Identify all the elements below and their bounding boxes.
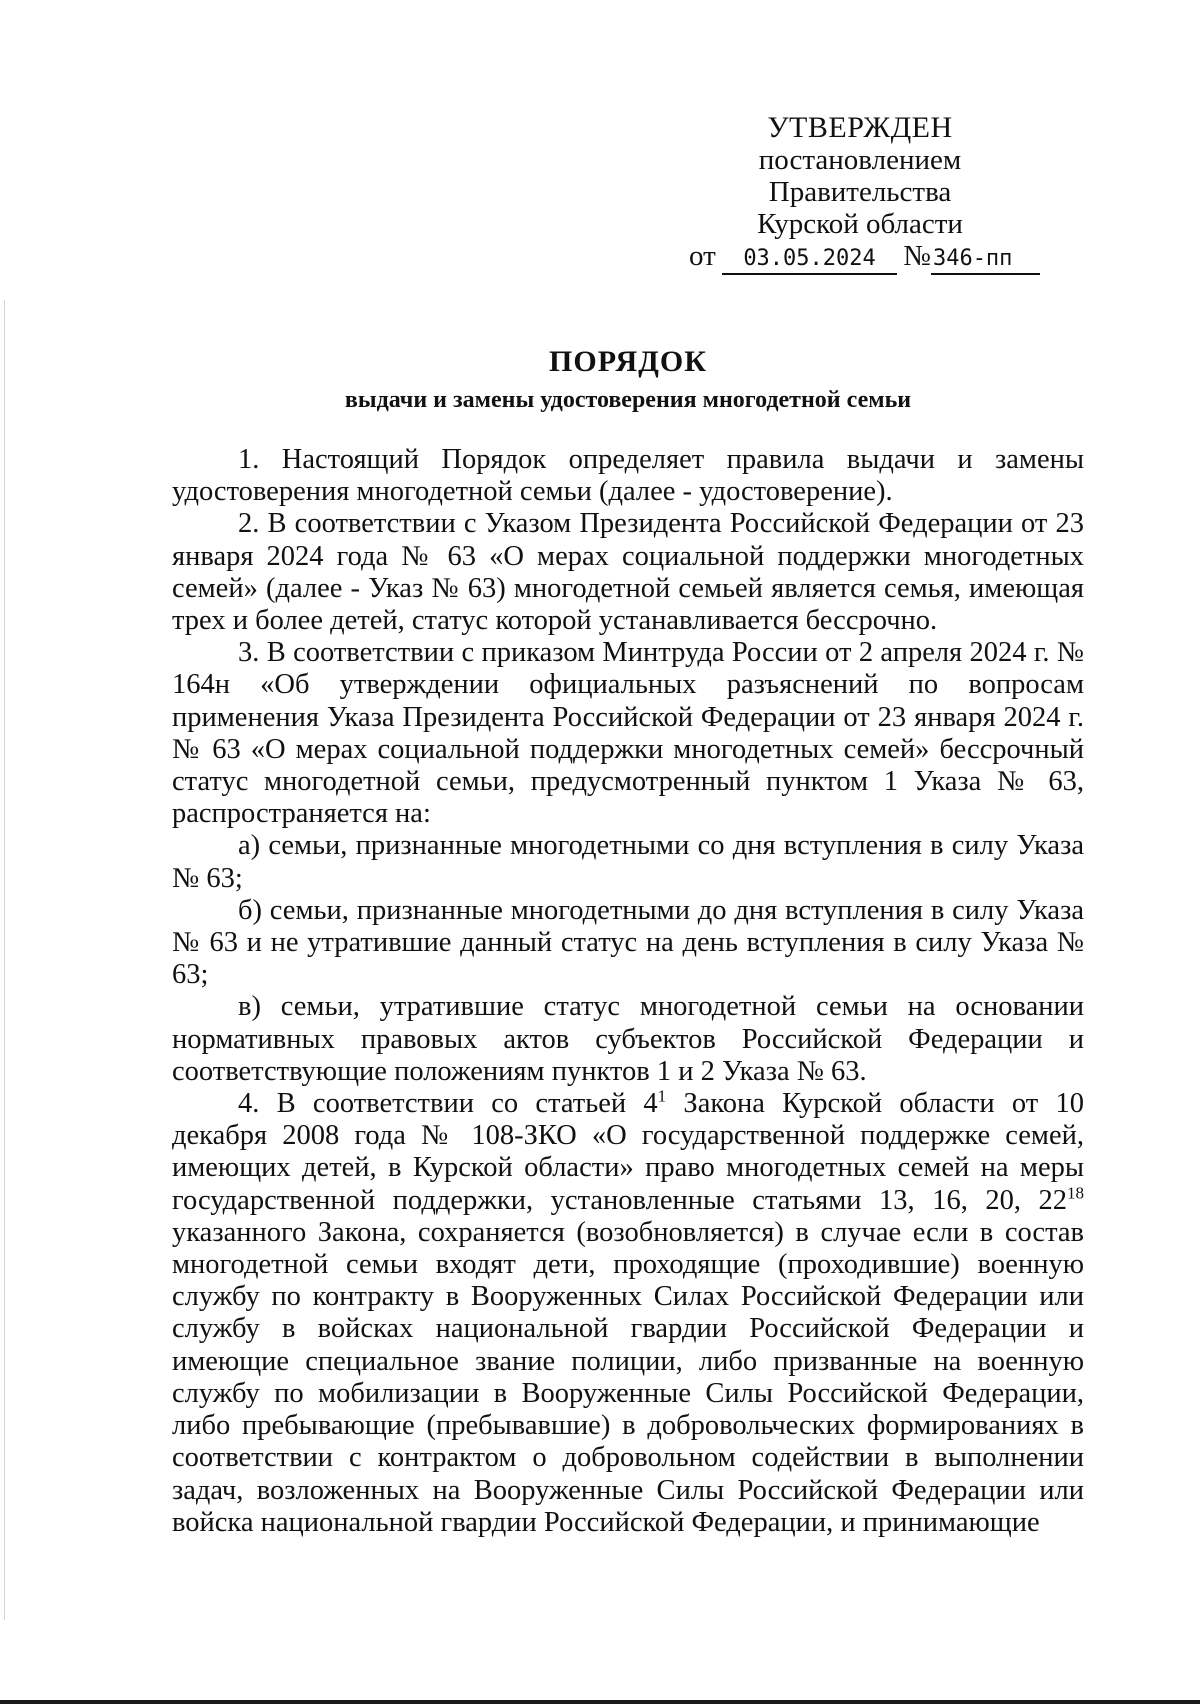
approval-stamp: УТВЕРЖДЕН bbox=[767, 111, 953, 144]
paragraph-4-end: указанного Закона, сохраняется (возобновляется) в случае если в состав многодетной семьи входят дети, проходящие (проходившие) военную службу по контракту в Вооруженных Силах Российской Федерации или службу в войсках национальной гвардии Российской Федерации и имеющие специальное звание полиции, либо призванные на военную службу по мобилизации в Вооруженные Силы Российской Федерации, либо пребывающие (пребывавшие) в добровольческих формированиях в соответствии с контрактом о добровольном содействии в выполнении задач, возложенных на Вооруженные Силы Российской Федерации или войска национальной гвардии Российской Федерации, и принимающие bbox=[172, 1216, 1084, 1538]
title-heading: ПОРЯДОК bbox=[549, 345, 707, 378]
paragraph-4-start: 4. В соответствии со статьей 4 bbox=[238, 1088, 658, 1120]
paragraph-3a: а) семьи, признанные многодетными со дня вступления в силу Указа № 63; bbox=[172, 830, 1084, 894]
paragraph-4-middle: Закона Курской области от 10 декабря 2008 года № 108-ЗКО «О государственной поддержке семей, имеющих детей, в Курской области» право многодетных семей на меры государственной поддержки, установленные статьями 13, 16, 20, 22 bbox=[172, 1088, 1084, 1216]
paragraph-3b: б) семьи, признанные многодетными до дня вступления в силу Указа № 63 и не утратившие данный статус на день вступления в силу Указа № 63; bbox=[172, 894, 1084, 991]
superscript-1: 1 bbox=[657, 1086, 667, 1106]
title-subheading: выдачи и замены удостоверения многодетной семьи bbox=[344, 387, 912, 413]
date-prefix: от bbox=[689, 240, 716, 272]
scan-edge-line bbox=[4, 300, 5, 1620]
paragraph-4 bbox=[172, 1088, 1084, 1539]
number-prefix: № bbox=[903, 240, 931, 272]
paragraph-1: 1. Настоящий Порядок определяет правила выдачи и замены удостоверения многодетной семьи (далее - удостоверение). bbox=[172, 444, 1084, 508]
paragraph-3: 3. В соответствии с приказом Минтруда России от 2 апреля 2024 г. № 164н «Об утверждении официальных разъяснений по вопросам применения Указа Президента Российской Федерации от 23 января 2024 г. № 63 «О мерах социальной поддержки многодетных семей» бессрочный статус многодетной семьи, предусмотренный пунктом 1 Указа № 63, распространяется на: bbox=[172, 637, 1084, 830]
document-body bbox=[172, 444, 1084, 1539]
paragraph-3c: в) семьи, утратившие статус многодетной семьи на основании нормативных правовых актов субъектов Российской Федерации и соответствующие положениям пунктов 1 и 2 Указа № 63. bbox=[172, 991, 1084, 1087]
superscript-18: 18 bbox=[1067, 1183, 1084, 1203]
scan-bottom-edge bbox=[0, 1700, 1200, 1704]
paragraph-2: 2. В соответствии с Указом Президента Российской Федерации от 23 января 2024 года № 63 «О мерах социальной поддержки многодетных семей» (далее - Указ № 63) многодетной семьей является семья, имеющая трех и более детей, статус которой устанавливается бессрочно. bbox=[172, 508, 1084, 637]
approval-date-line bbox=[689, 240, 1040, 275]
approval-region: Курской области bbox=[757, 208, 963, 240]
approval-authority: постановлением Правительства bbox=[758, 144, 962, 208]
approval-number: 346-пп bbox=[931, 245, 1040, 275]
approval-block bbox=[680, 112, 1040, 275]
approval-date: 03.05.2024 bbox=[722, 245, 897, 275]
document-title bbox=[172, 342, 1084, 418]
